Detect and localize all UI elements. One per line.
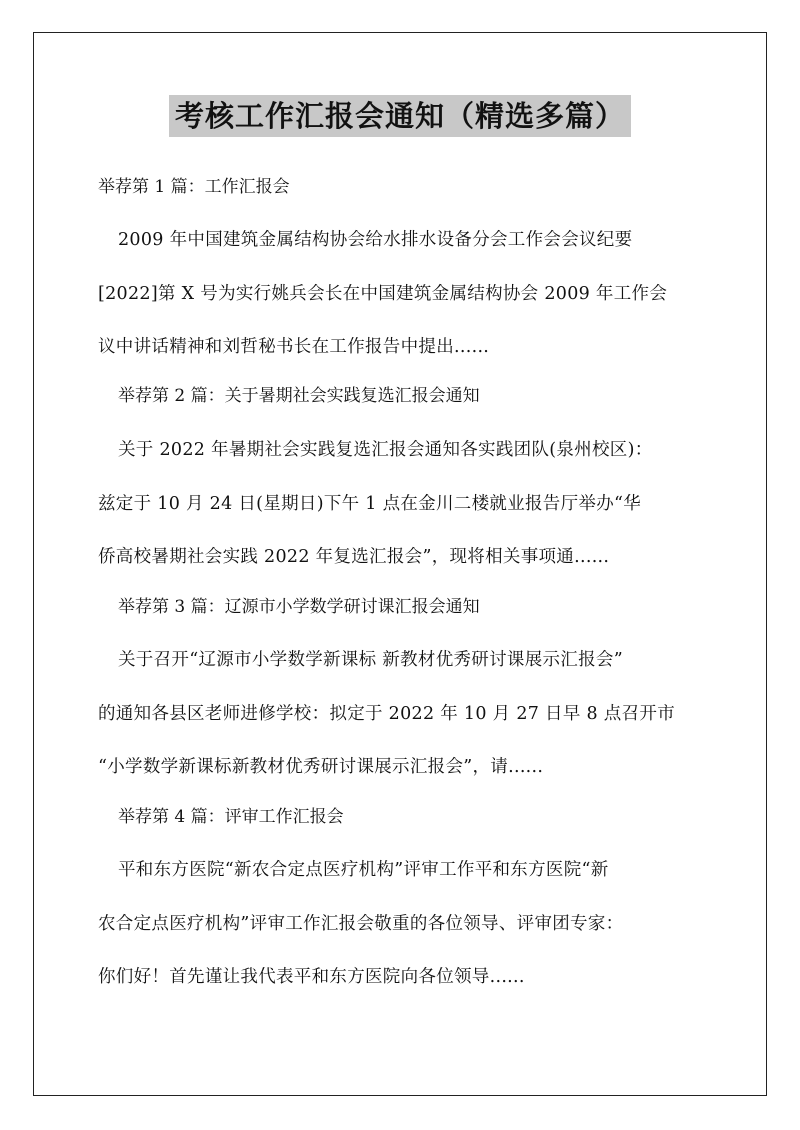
section-2-heading: 举荐第 2 篇：关于暑期社会实践复选汇报会通知 (118, 386, 480, 406)
title-container (0, 95, 800, 137)
section-3-heading: 举荐第 3 篇：辽源市小学数学研讨课汇报会通知 (118, 597, 480, 617)
section-1-line-2: [2022]第 X 号为实行姚兵会长在中国建筑金属结构协会 2009 年工作会 (98, 284, 668, 304)
section-4-line-2: 农合定点医疗机构”评审工作汇报会敬重的各位领导、评审团专家： (98, 914, 624, 934)
section-2-line-3: 侨高校暑期社会实践 2022 年复选汇报会”，现将相关事项通...... (98, 547, 610, 567)
section-1-line-1: 2009 年中国建筑金属结构协会给水排水设备分会工作会会议纪要 (118, 230, 633, 250)
section-1-heading: 举荐第 1 篇：工作汇报会 (98, 177, 290, 197)
section-3-line-3: “小学数学新课标新教材优秀研讨课展示汇报会”，请...... (98, 757, 544, 777)
section-2-line-1: 关于 2022 年暑期社会实践复选汇报会通知各实践团队(泉州校区)： (118, 440, 653, 460)
section-3-line-1: 关于召开“辽源市小学数学新课标 新教材优秀研讨课展示汇报会” (118, 650, 623, 670)
section-2-line-2: 兹定于 10 月 24 日(星期日)下午 1 点在金川二楼就业报告厅举办“华 (98, 494, 642, 514)
section-3-line-2: 的通知各县区老师进修学校：拟定于 2022 年 10 月 27 日早 8 点召开市 (98, 704, 676, 724)
document-title: 考核工作汇报会通知（精选多篇） (169, 95, 631, 137)
section-4-line-3: 你们好！首先谨让我代表平和东方医院向各位领导...... (98, 967, 525, 987)
section-4-line-1: 平和东方医院“新农合定点医疗机构”评审工作平和东方医院“新 (118, 860, 609, 880)
section-4-heading: 举荐第 4 篇：评审工作汇报会 (118, 807, 344, 827)
section-1-line-3: 议中讲话精神和刘哲秘书长在工作报告中提出...... (98, 337, 490, 357)
